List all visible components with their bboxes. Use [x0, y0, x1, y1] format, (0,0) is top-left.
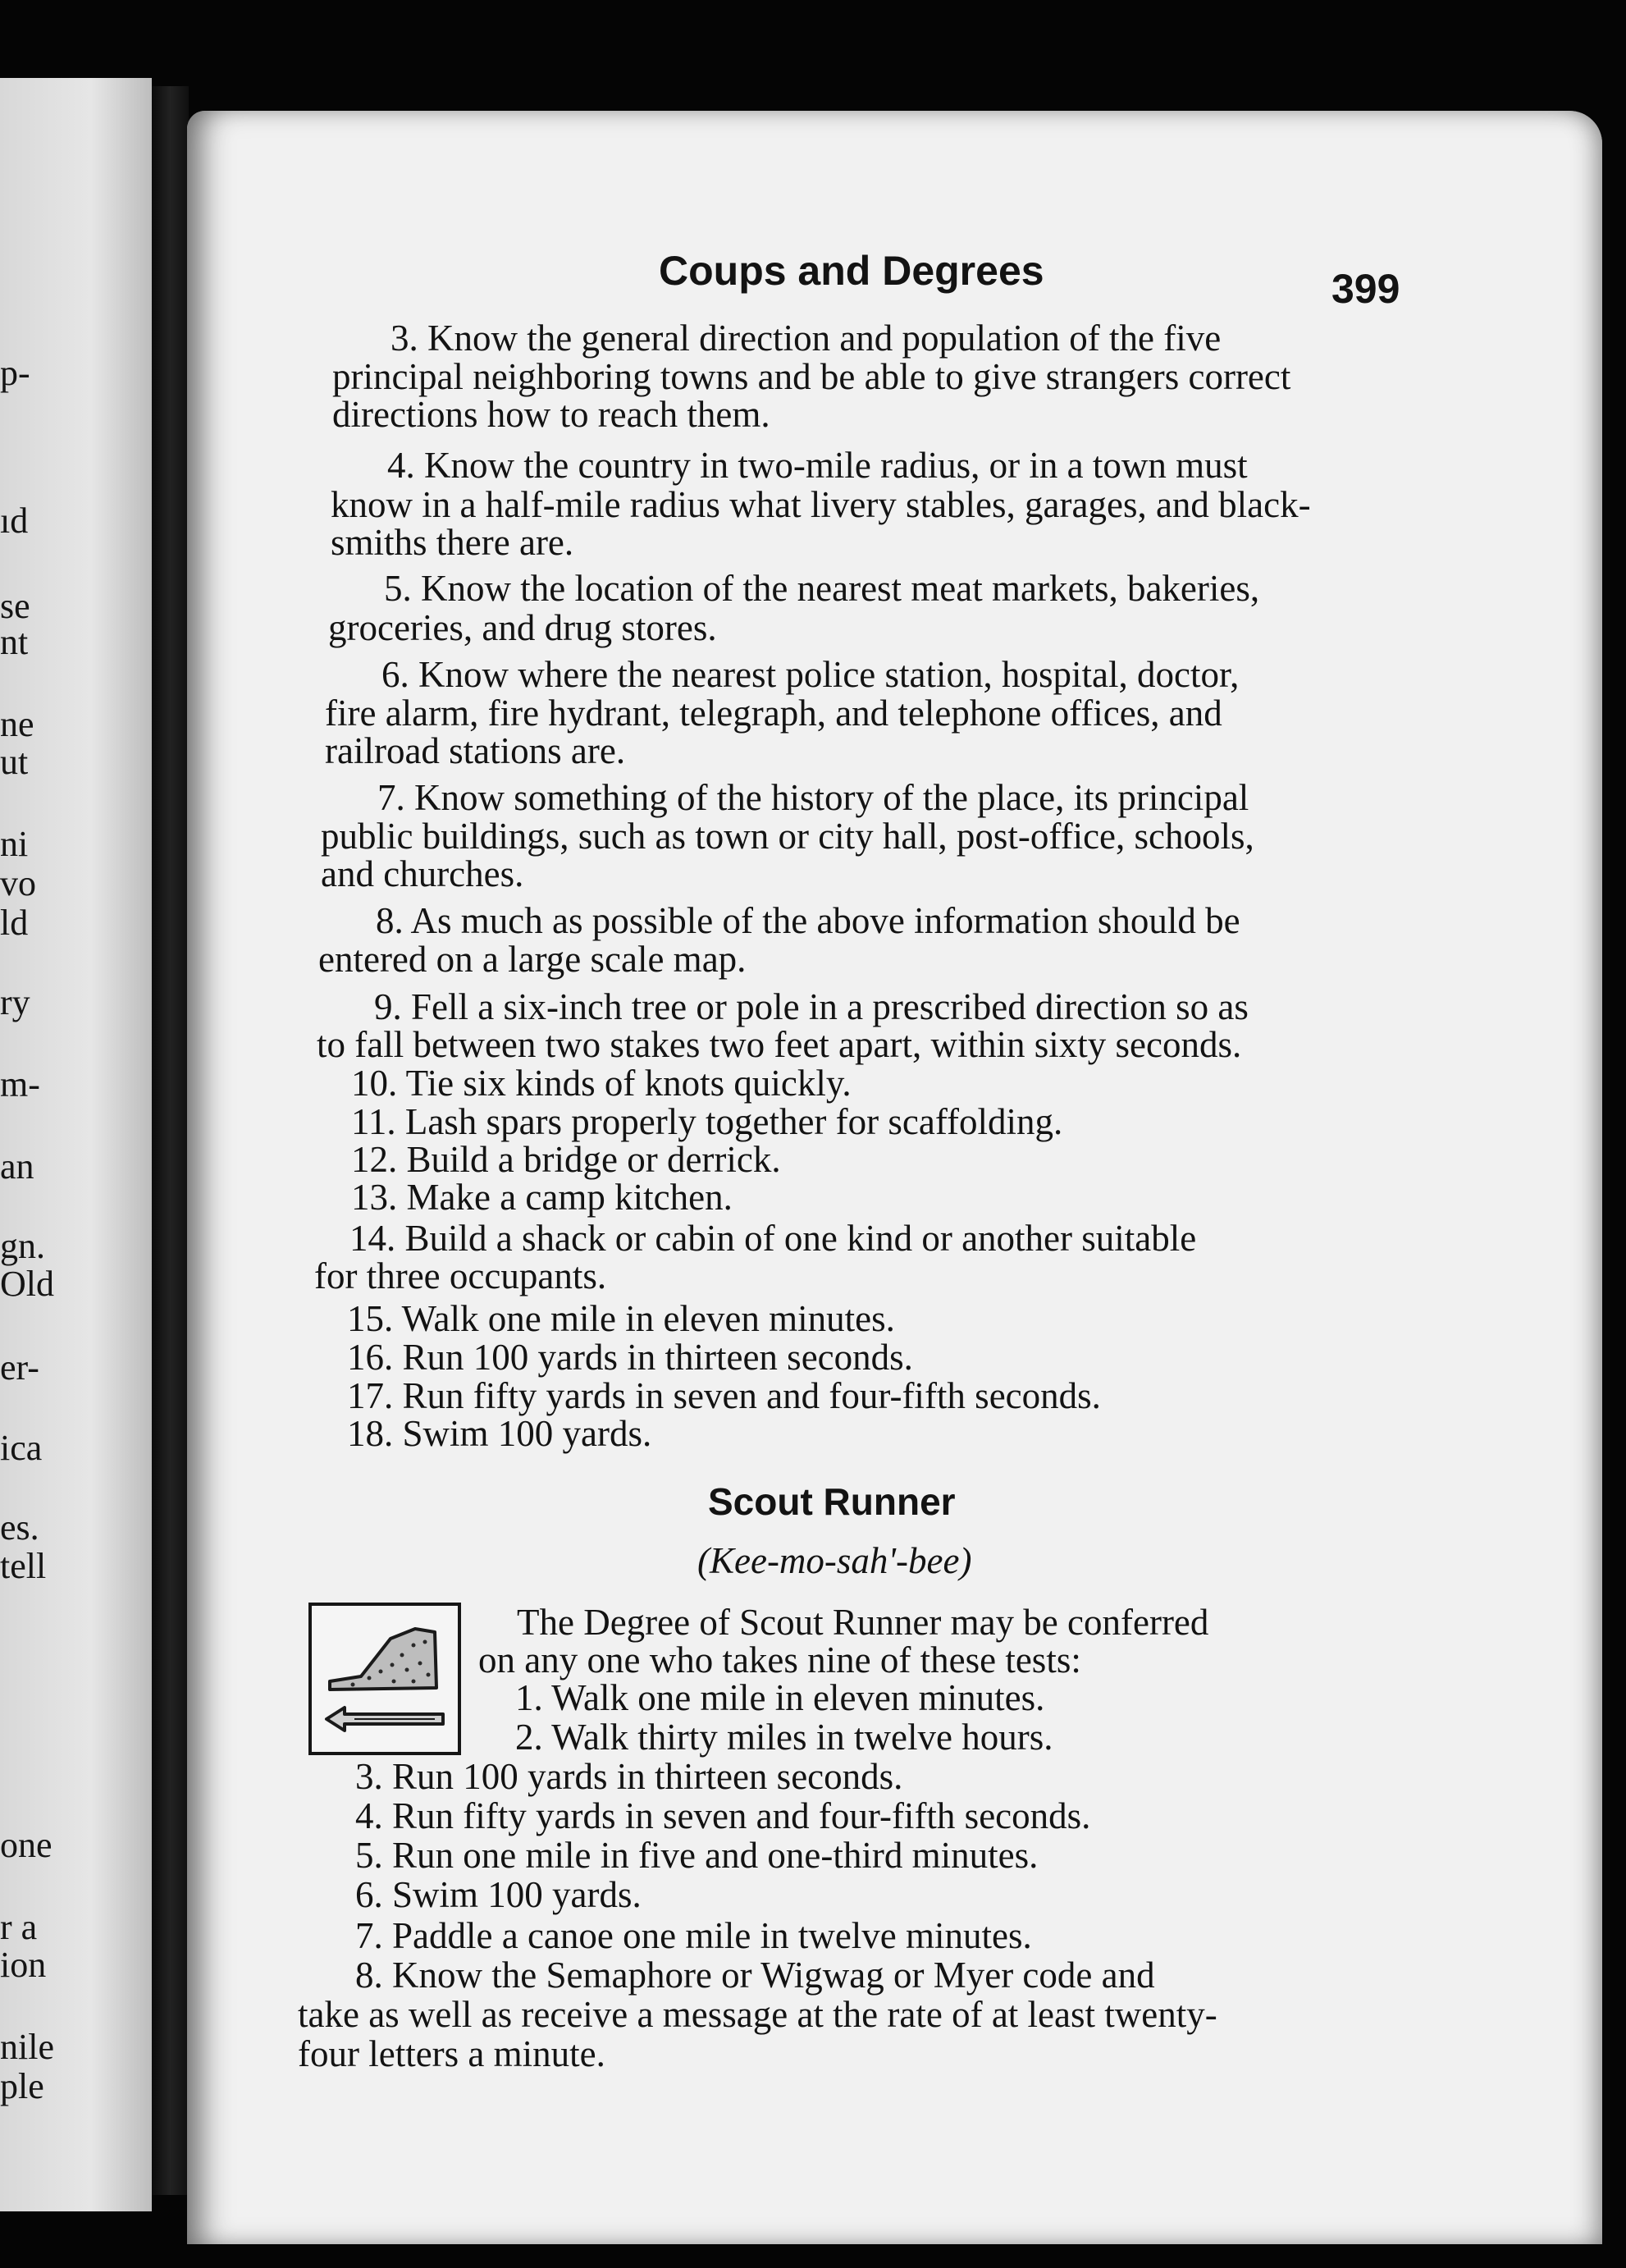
section-title: Scout Runner: [708, 1480, 956, 1523]
body-line: 8. As much as possible of the above information should be: [376, 900, 1240, 941]
left-page-fragment: gn.: [0, 1226, 45, 1266]
body-line: 6. Swim 100 yards.: [355, 1874, 642, 1915]
body-line: 5. Know the location of the nearest meat markets, bakeries,: [384, 568, 1260, 609]
body-line: 16. Run 100 yards in thirteen seconds.: [347, 1337, 913, 1378]
body-line: The Degree of Scout Runner may be conferred: [517, 1602, 1209, 1643]
body-line: groceries, and drug stores.: [328, 607, 717, 648]
body-line: 18. Swim 100 yards.: [347, 1413, 652, 1454]
body-line: on any one who takes nine of these tests:: [478, 1639, 1081, 1680]
body-line: principal neighboring towns and be able to give strangers correct: [332, 356, 1291, 397]
body-line: 3. Know the general direction and population of the five: [391, 318, 1222, 359]
body-line: 6. Know where the nearest police station, hospital, doctor,: [381, 654, 1240, 695]
left-page-fragment: vo: [0, 863, 36, 903]
left-page-fragment: es.: [0, 1507, 39, 1548]
body-line: 9. Fell a six-inch tree or pole in a prescribed direction so as: [374, 986, 1249, 1027]
body-line: 7. Paddle a canoe one mile in twelve minutes.: [355, 1915, 1032, 1956]
body-line: 4. Know the country in two-mile radius, or in a town must: [387, 445, 1248, 486]
body-line: 11. Lash spars properly together for scaffolding.: [351, 1101, 1063, 1142]
body-line: railroad stations are.: [325, 730, 626, 771]
body-line: 4. Run fifty yards in seven and four-fifth seconds.: [355, 1795, 1091, 1836]
left-page-fragment: ıd: [0, 501, 29, 541]
left-page-fragment: ica: [0, 1428, 43, 1468]
left-page-fragment: m-: [0, 1064, 40, 1104]
body-line: to fall between two stakes two feet apart, within sixty seconds.: [317, 1024, 1242, 1065]
body-line: 12. Build a bridge or derrick.: [351, 1139, 781, 1180]
body-line: smiths there are.: [331, 522, 574, 563]
body-line: entered on a large scale map.: [318, 939, 747, 980]
page-number: 399: [1331, 266, 1400, 312]
left-page-fragment: nt: [0, 622, 29, 662]
left-page-fragment: an: [0, 1146, 34, 1187]
body-line: 17. Run fifty yards in seven and four-fifth seconds.: [347, 1375, 1101, 1416]
left-page-fragment: ni: [0, 824, 29, 864]
body-line: 14. Build a shack or cabin of one kind or another suitable: [349, 1218, 1197, 1259]
left-page-fragment: p-: [0, 353, 30, 393]
book-page: [187, 111, 1602, 2244]
left-page-fragment: ut: [0, 742, 29, 782]
body-line: 7. Know something of the history of the place, its principal: [377, 777, 1249, 818]
left-page-fragment: ne: [0, 704, 34, 744]
body-line: for three occupants.: [314, 1255, 607, 1296]
body-line: and churches.: [321, 853, 524, 894]
left-page-fragment: ion: [0, 1945, 47, 1985]
moccasin-arrow-emblem-icon: [308, 1603, 461, 1755]
left-page-fragment: ple: [0, 2066, 44, 2106]
body-line: fire alarm, fire hydrant, telegraph, and telephone offices, and: [325, 693, 1222, 734]
book-gutter: [152, 86, 189, 2195]
left-page-fragment: Old: [0, 1264, 54, 1304]
body-line: 5. Run one mile in five and one-third minutes.: [355, 1835, 1039, 1876]
left-facing-page: [0, 78, 152, 2211]
left-page-fragment: nile: [0, 2027, 54, 2067]
section-subtitle: (Kee-mo-sah'-bee): [697, 1540, 972, 1581]
left-page-fragment: r a: [0, 1907, 38, 1947]
left-page-fragment: one: [0, 1825, 53, 1865]
body-line: 3. Run 100 yards in thirteen seconds.: [355, 1756, 903, 1797]
left-page-fragment: er-: [0, 1347, 39, 1388]
body-line: public buildings, such as town or city hall, post-office, schools,: [321, 816, 1254, 857]
left-page-fragment: se: [0, 586, 30, 626]
left-page-fragment: ld: [0, 903, 29, 943]
body-line: 10. Tie six kinds of knots quickly.: [351, 1063, 852, 1104]
body-line: four letters a minute.: [298, 2033, 605, 2074]
body-line: know in a half-mile radius what livery stables, garages, and black-: [331, 484, 1311, 525]
body-line: 8. Know the Semaphore or Wigwag or Myer code and: [355, 1955, 1155, 1996]
left-page-fragment: ry: [0, 982, 30, 1022]
body-line: 2. Walk thirty miles in twelve hours.: [515, 1717, 1053, 1758]
body-line: take as well as receive a message at the rate of at least twenty-: [298, 1994, 1217, 2035]
body-line: 15. Walk one mile in eleven minutes.: [347, 1298, 895, 1339]
body-line: directions how to reach them.: [332, 394, 770, 435]
body-line: 13. Make a camp kitchen.: [351, 1177, 733, 1218]
body-line: 1. Walk one mile in eleven minutes.: [515, 1677, 1045, 1718]
left-page-fragment: tell: [0, 1546, 47, 1586]
running-header: Coups and Degrees: [659, 248, 1044, 294]
